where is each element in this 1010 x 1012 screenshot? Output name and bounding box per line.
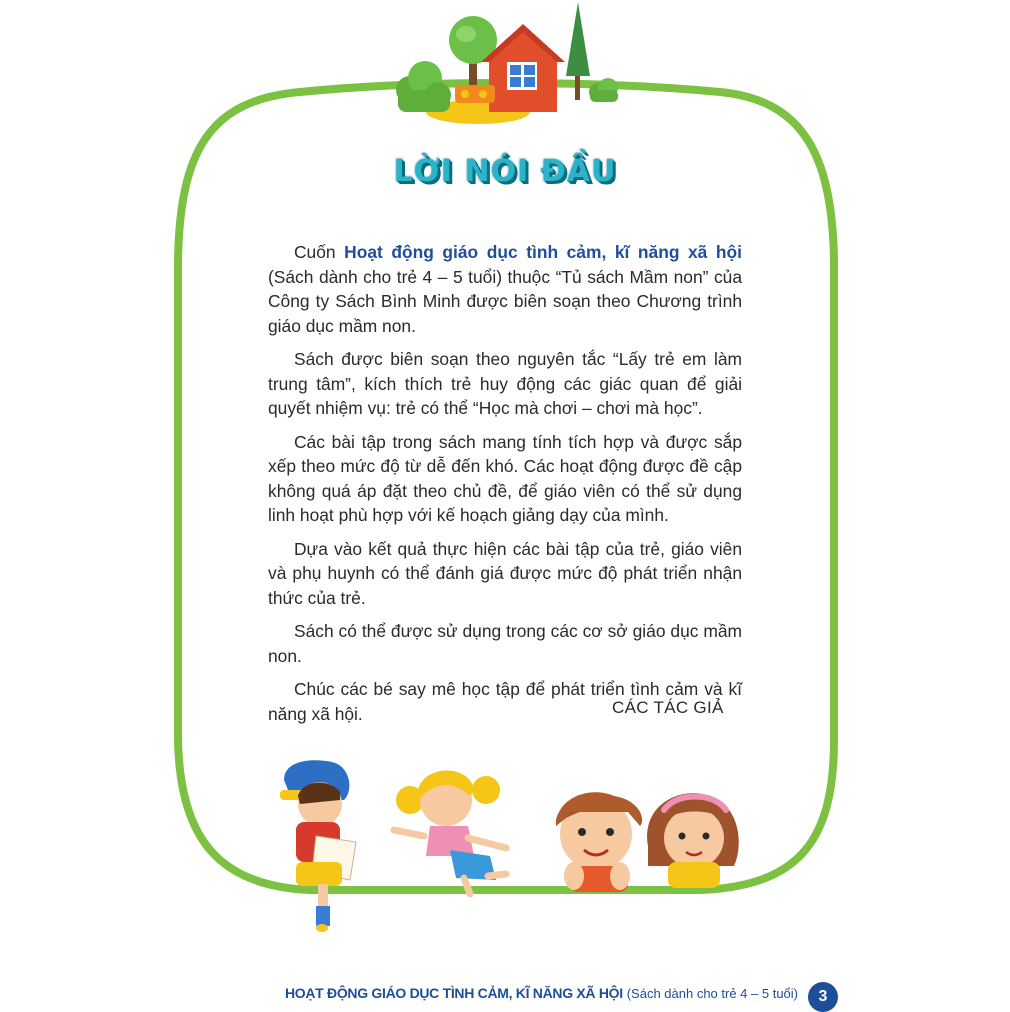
footer: [285, 985, 798, 1001]
page-number: 3: [808, 982, 838, 1012]
top-scene: [396, 2, 618, 124]
intro-lead: Cuốn: [294, 242, 345, 262]
paragraph: [268, 240, 742, 338]
footer-book-title: HOẠT ĐỘNG GIÁO DỤC TÌNH CẢM, KĨ NĂNG XÃ HỘI: [284, 985, 623, 1001]
paragraph: Chúc các bé say mê học tập để phát triển tình cảm và kĩ năng xã hội.: [268, 679, 742, 724]
book-title-highlight: Hoạt động giáo dục tình cảm, kĩ năng xã hội: [344, 242, 742, 262]
intro-rest: (Sách dành cho trẻ 4 – 5 tuổi) thuộc “Tủ sách Mầm non” của Công ty Sách Bình Minh được biên soạn theo Chương trình giáo dục mầm non.: [268, 266, 742, 336]
girl-headband-icon: [647, 793, 739, 888]
paragraph: Dựa vào kết quả thực hiện các bài tập của trẻ, giáo viên và phụ huynh có thể đánh giá được mức độ phát triển nhận thức của trẻ.: [268, 538, 742, 608]
bush-icon: [396, 61, 451, 112]
page-title: LỜI NÓI ĐẦU: [393, 154, 617, 189]
footer-subtitle: (Sách dành cho trẻ 4 – 5 tuổi): [626, 986, 798, 1001]
preface-body: [268, 240, 742, 735]
girl-running-icon: [394, 771, 506, 895]
paragraph: Sách có thể được sử dụng trong các cơ sở giáo dục mầm non.: [268, 621, 742, 666]
child-writing-icon: [280, 760, 356, 932]
boy-smiling-icon: [556, 792, 642, 892]
signature: CÁC TÁC GIẢ: [612, 698, 724, 717]
paragraph: Sách được biên soạn theo nguyên tắc “Lấy trẻ em làm trung tâm”, kích thích trẻ huy động các giác quan để giải quyết nhiệm vụ: trẻ có thể “Học mà chơi – chơi mà học”.: [268, 349, 742, 418]
fence-icon: [455, 85, 495, 103]
paragraph: Các bài tập trong sách mang tính tích hợp và được sắp xếp theo mức độ từ dễ đến khó. Các hoạt động được đề cập không quá áp đặt theo chủ đề, để giáo viên có thể sử dụng linh hoạt phù hợp với kế hoạch giảng dạy của mình.: [268, 431, 742, 525]
